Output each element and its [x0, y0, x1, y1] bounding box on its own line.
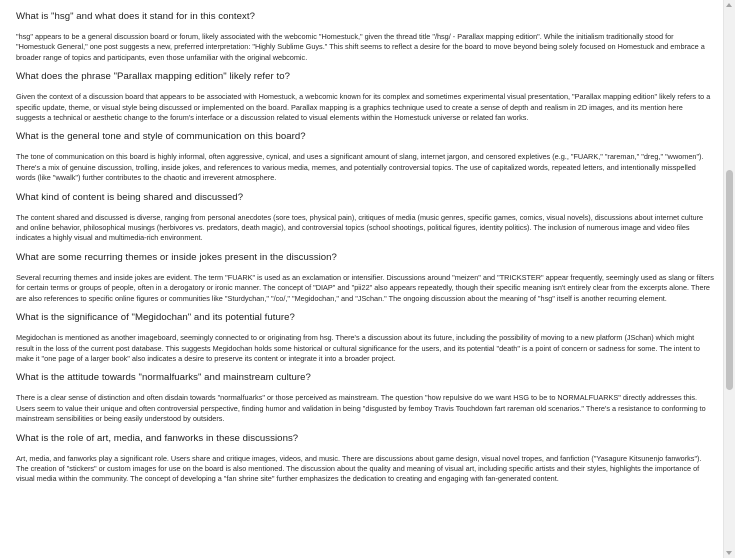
faq-answer: There is a clear sense of distinction and often disdain towards "normalfuarks" or those perceived as mainstream. The question "how repulsive do we want HSG to be to NORMALFUARKS" directly addresses this. Users seem to value their unique and often controversial perspective, finding humor and validation in being "disgusted by femboy Travis Touchdown fart rareman old scenarios." There's a resistance to conforming to mainstream sensibilities or being easily understood by outsiders.	[16, 393, 706, 424]
faq-question: What kind of content is being shared and discussed?	[16, 191, 244, 203]
faq-section-hsg	[16, 10, 714, 63]
faq-section-content	[16, 191, 714, 244]
faq-answer: Art, media, and fanworks play a significant role. Users share and critique images, videos, and music. There are discussions about game design, visual novel tropes, and fanfiction ("Yasagure Kitsunenjo fanworks"). The creation of "stickers" or custom images for use on the board is also mentioned. The discussion about the quality and meaning of visual art, including specific artists and their styles, highlights the importance of visual media within the community. The concept of developing a "fan shrine site" further emphasizes the dedication to creating and engaging with fan-generated content.	[16, 453, 702, 484]
faq-question: What is the general tone and style of communication on this board?	[16, 131, 306, 143]
faq-question: What does the phrase "Parallax mapping edition" likely refer to?	[16, 71, 290, 83]
faq-answer: Given the context of a discussion board that appears to be associated with Homestuck, a webcomic known for its complex and sometimes experimental visual presentation, "Parallax mapping edition" likely refers to a specific update, theme, or visual style being discussed or implemented on the board. Parallax mapping is a graphics technique used to create a sense of depth and realism in 2D images, and its mention here suggests a technical or aesthetic change to the forum's interface or a discussion related to visual elements within the Homestuck universe or related fan works.	[16, 92, 711, 123]
faq-question: What is the significance of "Megidochan" and its potential future?	[16, 312, 295, 324]
scroll-down-arrow-icon[interactable]	[726, 551, 732, 555]
faq-answer: The content shared and discussed is diverse, ranging from personal anecdotes (sore toes, physical pain), critiques of media (music genres, specific games, comics, visual novels), discussions about internet culture and online behavior, philosophical musings (herbivores vs. predators, death magic), and controversial topics (school shootings, political figures, identity politics). The inclusion of numerous image and video files indicates a highly visual and multimedia-rich environment.	[16, 212, 704, 243]
faq-section-themes	[16, 251, 714, 304]
scroll-up-arrow-icon[interactable]	[726, 3, 732, 7]
vertical-scrollbar[interactable]	[723, 0, 735, 558]
faq-question: What is the role of art, media, and fanworks in these discussions?	[16, 432, 299, 444]
faq-question: What is the attitude towards "normalfuarks" and mainstream culture?	[16, 372, 311, 384]
faq-answer: Megidochan is mentioned as another imageboard, seemingly connected to or originating from hsg. There's a discussion about its future, including the possibility of moving to a new platform (JSchan) which might result in the loss of the current post database. This suggests Megidochan holds some historical or cultural significance for the users, and its potential "death" is a point of concern or sadness for some. The intent to make it "one page of a larger book" also indicates a desire to preserve its content or integrate it into a broader project.	[16, 333, 700, 363]
faq-answer: Several recurring themes and inside jokes are evident. The term "FUARK" is used as an exclamation or intensifier. Discussions around "meizen" and "TRICKSTER" appear frequently, seemingly used as slang or filters for certain terms or groups of people, often in a derogatory or ironic manner. The concept of "DIAP" and "pii22" also appears repeatedly, though their specific meaning isn't entirely clear from the excerpts alone. There are also references to specific online figures or communities like "Sturdychan," "/co/," "Megidochan," and "JSchan." The ongoing discussion about the meaning of "hsg" itself is another recurring element.	[16, 272, 714, 303]
faq-answer: The tone of communication on this board is highly informal, often aggressive, cynical, and uses a significant amount of slang, internet jargon, and censored expletives (e.g., "FUARK," "rareman," "dreg," "wwomen"). There's a mix of genuine discussion, trolling, inside jokes, and references to various media, memes, and potentially controversial topics. The use of capitalized words, repeated letters, and intentionally misspelled words (like "wwalk") further contributes to the chaotic and irreverent atmosphere.	[16, 152, 704, 183]
faq-section-tone	[16, 130, 714, 183]
faq-section-parallax	[16, 70, 714, 123]
faq-section-art-media	[16, 432, 714, 485]
faq-question: What is "hsg" and what does it stand for in this context?	[16, 11, 255, 22]
faq-answer: "hsg" appears to be a general discussion board or forum, likely associated with the webcomic "Homestuck," given the thread title "/hsg/ - Parallax mapping edition". While the initialism traditionally stood for "Homestuck General," one post suggests a new, preferred interpretation: "Highly Sublime Guys." This shift seems to reflect a desire for the board to move beyond being solely focused on Homestuck and embrace a broader range of topics and participants, even those unfamiliar with the original webcomic.	[16, 32, 705, 62]
scrollbar-thumb[interactable]	[726, 170, 733, 390]
faq-question: What are some recurring themes or inside jokes present in the discussion?	[16, 251, 337, 263]
faq-section-normalfuarks	[16, 371, 714, 424]
faq-section-megidochan	[16, 311, 714, 364]
